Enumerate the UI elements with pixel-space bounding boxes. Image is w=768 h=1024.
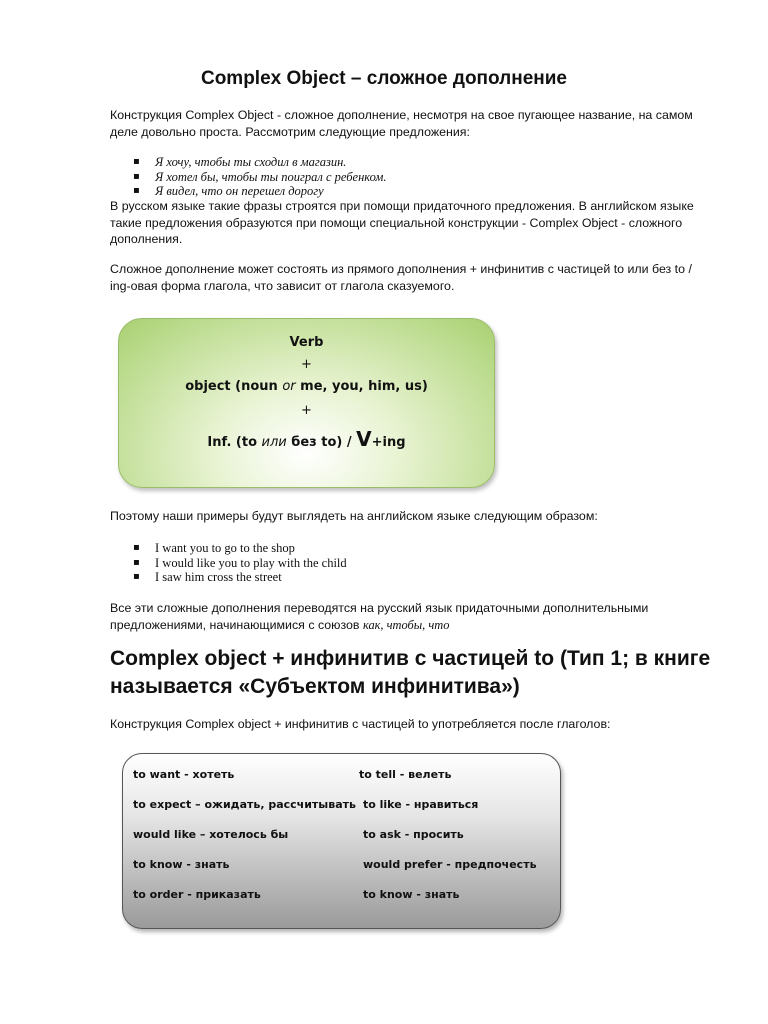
formula-plus: + [301, 357, 312, 372]
list-item: ▪ I would like you to play with the child [133, 556, 347, 571]
formula-verb: Verb [289, 335, 324, 350]
list-item: ▪ Я хотел бы, чтобы ты поиграл с ребенком. [133, 170, 387, 185]
formula-intro-paragraph: Сложное дополнение может состоять из прямого дополнения + инфинитив с частицей to или без to / ing-овая форма глагола, что зависит от глагола сказуемого. [110, 262, 692, 293]
intro-paragraph: Конструкция Complex Object - сложное дополнение, несмотря на свое пугающее название, на самом деле довольно проста. Рассмотрим следующие предложения: [110, 108, 693, 139]
verb-item: to know - знать [363, 888, 460, 901]
list-item: ▪ Я хочу, чтобы ты сходил в магазин. [133, 155, 387, 170]
page-title: Complex Object – сложное дополнение [200, 68, 568, 89]
en-examples-list [133, 541, 347, 585]
verb-item: to like - нравиться [363, 798, 479, 811]
verb-item: to order - приказать [133, 888, 261, 901]
section-heading: Complex object + инфинитив с частицей to (Тип 1; в книге называется «Субъектом инфинитива») [110, 647, 711, 698]
verbs-intro-paragraph: Конструкция Complex object + инфинитив с частицей to употребляется после глаголов: [110, 717, 611, 731]
formula-object: object (noun or me, you, him, us) [185, 379, 428, 394]
verb-item: would like – хотелось бы [133, 828, 289, 841]
verb-item: to tell - велеть [359, 768, 452, 781]
verb-item: to ask - просить [363, 828, 464, 841]
formula-diagram [118, 318, 495, 488]
verb-item: would prefer - предпочесть [363, 858, 537, 871]
ru-examples-list [133, 155, 387, 199]
formula-infinitive: Inf. (to или без to) / V+ing [207, 427, 406, 451]
list-item: ▪ I want you to go to the shop [133, 541, 347, 556]
verbs-table [122, 753, 561, 929]
en-intro-paragraph: Поэтому наши примеры будут выглядеть на английском языке следующим образом: [110, 509, 598, 523]
formula-plus: + [301, 403, 312, 418]
ru-explanation-paragraph: В русском языке такие фразы строятся при помощи придаточного предложения. В английском языке такие предложения образуются при помощи специальной конструкции - Complex Object - сложного дополнения. [110, 199, 694, 246]
verb-item: to know - знать [133, 858, 230, 871]
list-item: ▪ Я видел, что он перешел дорогу [133, 184, 387, 199]
list-item: ▪ I saw him cross the street [133, 570, 347, 585]
translation-paragraph: Все эти сложные дополнения переводятся на русский язык придаточными дополнительными предложениями, начинающимися с союзов как, чтобы, что [110, 601, 649, 632]
verb-item: to expect – ожидать, рассчитывать [133, 798, 356, 811]
verb-item: to want - хотеть [133, 768, 235, 781]
